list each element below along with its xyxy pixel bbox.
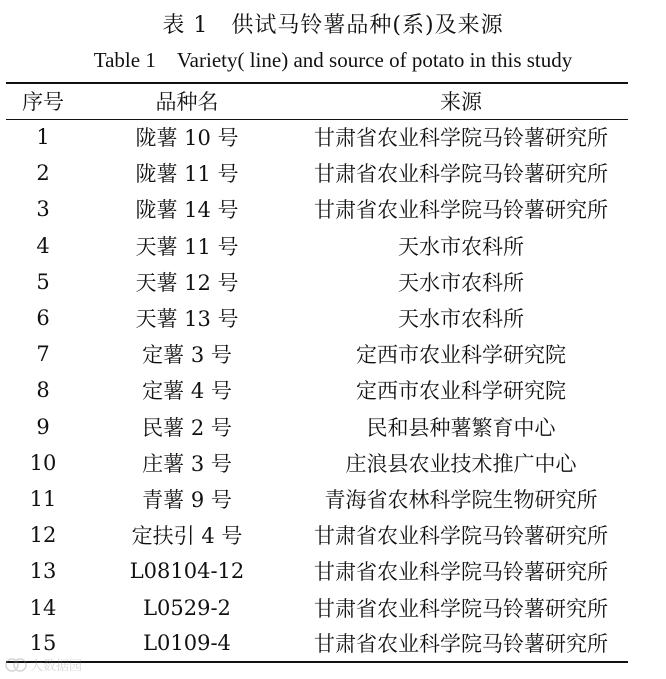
table-row (6, 553, 628, 589)
cell-variety-name: L0109-4 (80, 626, 294, 662)
cell-source: 甘肃省农业科学院马铃薯研究所 (314, 596, 608, 621)
cell-variety-name: 陇薯 14 号 (135, 198, 239, 223)
cell-index: 9 (36, 414, 50, 439)
cell-index: 12 (29, 523, 57, 548)
table-row (6, 409, 628, 445)
table-row (6, 336, 628, 372)
table-caption-cn: 表 1 供试马铃薯品种(系)及来源 (162, 13, 504, 38)
cell-variety-name: 陇薯 11 号 (135, 162, 239, 187)
cell-source: 天水市农科所 (398, 234, 524, 259)
cell-source: 定西市农业科学研究院 (356, 379, 566, 404)
table-row (6, 445, 628, 481)
header-variety-name: 品种名 (80, 83, 294, 119)
cell-index: 8 (36, 378, 50, 403)
table-row (6, 589, 628, 625)
table-row (6, 481, 628, 517)
cell-variety-name: 民薯 2 号 (142, 415, 232, 440)
table-row (6, 300, 628, 336)
cell-index: 3 (36, 197, 50, 222)
header-index: 序号 (6, 83, 80, 119)
cell-source: 甘肃省农业科学院马铃薯研究所 (294, 626, 628, 662)
cell-variety-name: 庄薯 3 号 (142, 451, 232, 476)
cell-index: 5 (36, 269, 50, 294)
cell-index: 15 (6, 626, 80, 662)
watermark-text: 大数据园 (30, 659, 83, 674)
cell-index: 4 (36, 233, 50, 258)
cell-variety-name: 定薯 3 号 (142, 343, 232, 368)
table-row (6, 191, 628, 227)
cell-source: 甘肃省农业科学院马铃薯研究所 (314, 126, 608, 151)
cell-index: 1 (36, 125, 50, 150)
cell-index: 11 (29, 486, 57, 511)
cell-source: 民和县种薯繁育中心 (366, 415, 556, 440)
cell-source: 天水市农科所 (398, 307, 524, 332)
cell-source: 甘肃省农业科学院马铃薯研究所 (314, 560, 608, 585)
watermark-logo (4, 656, 104, 674)
cell-source: 青海省农林科学院生物研究所 (324, 487, 598, 512)
variety-source-table (6, 82, 628, 663)
cell-index: 7 (36, 342, 50, 367)
table-row (6, 264, 628, 300)
table-caption-en: Table 1 Variety( line) and source of potato in this study (93, 48, 573, 72)
cell-variety-name: 天薯 11 号 (135, 234, 239, 259)
cell-variety-name: 天薯 13 号 (135, 307, 239, 332)
cell-index: 13 (29, 559, 57, 584)
cell-source: 定西市农业科学研究院 (356, 343, 566, 368)
cell-source: 甘肃省农业科学院马铃薯研究所 (314, 524, 608, 549)
cell-source: 庄浪县农业技术推广中心 (345, 451, 577, 476)
cell-variety-name: L0529-2 (143, 595, 231, 620)
cell-variety-name: 青薯 9 号 (142, 487, 232, 512)
cell-source: 天水市农科所 (398, 270, 524, 295)
table-row (6, 155, 628, 191)
cell-source: 甘肃省农业科学院马铃薯研究所 (314, 198, 608, 223)
cell-variety-name: 天薯 12 号 (135, 270, 239, 295)
cell-variety-name: L08104-12 (129, 559, 245, 584)
cell-index: 14 (29, 595, 57, 620)
table-row (6, 228, 628, 264)
cell-variety-name: 陇薯 10 号 (135, 126, 239, 151)
cell-variety-name: 定薯 4 号 (142, 379, 232, 404)
cell-index: 6 (36, 306, 50, 331)
table-header-row (6, 83, 628, 119)
table-row (6, 119, 628, 155)
cell-source: 甘肃省农业科学院马铃薯研究所 (314, 162, 608, 187)
header-source: 来源 (294, 83, 628, 119)
cell-variety-name: 定扶引 4 号 (131, 524, 243, 549)
cell-index: 2 (36, 161, 50, 186)
table-row (6, 517, 628, 553)
cell-index: 10 (29, 450, 57, 475)
table-row (6, 372, 628, 408)
